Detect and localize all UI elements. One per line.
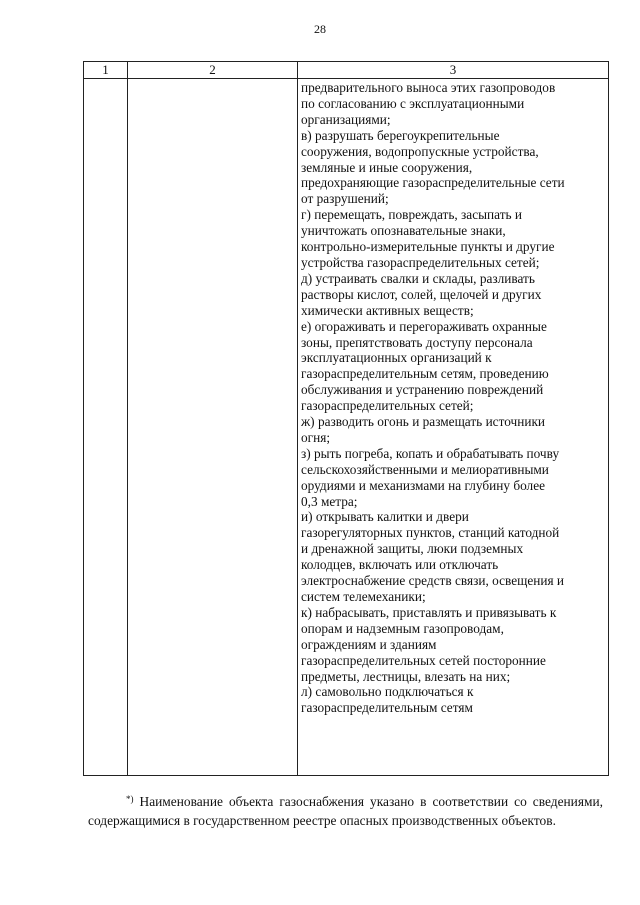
footnote-marker: *): [126, 794, 134, 804]
column-2-cell: [128, 79, 298, 776]
footnote-text: Наименование объекта газоснабжения указано в соответствии со сведениями, содержащимися в государственном реестре опасных производственных объектов.: [88, 794, 603, 828]
table-row: [84, 79, 609, 776]
prohibitions-text: предварительного выноса этих газопроводов по согласованию с эксплуатационными организациями; в) разрушать берегоукрепительные сооружения, водопропускные устройства, земляные и иные сооружения, предохраняющие газораспределительные сети от разрушений; г) перемещать, повреждать, засыпать и уничтожать опознавательные знаки, контрольно-измерительные пункты и другие устройства газораспределительных сетей; д) устраивать свалки и склады, разливать растворы кислот, солей, щелочей и других химически активных веществ; е) огораживать и перегораживать охранные зоны, препятствовать доступу персонала эксплуатационных организаций к газораспределительным сетям, проведению обслуживания и устранению повреждений газораспределительных сетей; ж) разводить огонь и размещать источники огня; з) рыть погреба, копать и обрабатывать почву сельскохозяйственными и мелиоративными орудиями и механизмами на глубину более 0,3 метра; и) открывать калитки и двери газорегуляторных пунктов, станций катодной и дренажной защиты, люки подземных колодцев, включать или отключать электроснабжение средств связи, освещения и систем телемеханики; к) набрасывать, приставлять и привязывать к опорам и надземным газопроводам, ограждениям и зданиям газораспределительных сетей посторонние предметы, лестницы, влезать на них; л) самовольно подключаться к газораспределительным сетям: [301, 80, 565, 716]
column-1-cell: [84, 79, 128, 776]
column-3-cell: [298, 79, 609, 776]
page-number: 28: [314, 22, 326, 36]
table-header-row: [84, 62, 609, 79]
requirements-table: [83, 61, 609, 776]
column-header-2: 2: [128, 62, 298, 79]
footnote: [88, 792, 603, 830]
column-header-1: 1: [84, 62, 128, 79]
column-header-3: 3: [298, 62, 609, 79]
